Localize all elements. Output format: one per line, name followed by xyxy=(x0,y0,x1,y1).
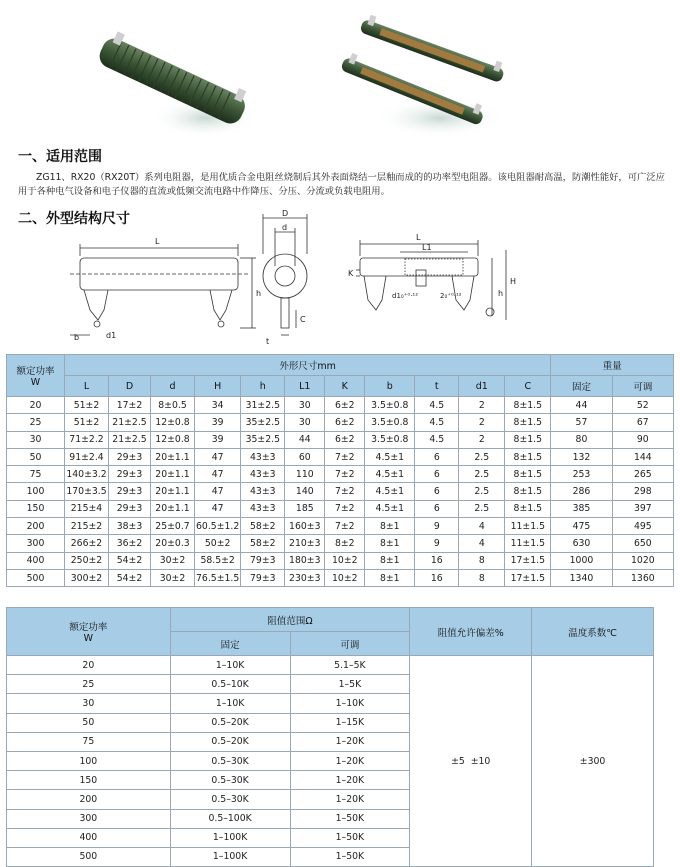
table-cell: 0.5–20K xyxy=(170,732,290,751)
table-cell: 298 xyxy=(612,483,673,500)
table-cell: 400 xyxy=(7,828,171,847)
table-row xyxy=(7,535,674,552)
section-heading-dimensions: 二、外型结构尺寸 xyxy=(18,211,130,227)
header-res-rated-power-label: 额定功率 xyxy=(69,622,108,633)
table-cell: 21±2.5 xyxy=(109,431,151,448)
table-cell: 6±2 xyxy=(325,397,365,414)
table-cell: 10±2 xyxy=(325,569,365,586)
table-cell: 39 xyxy=(195,414,241,431)
table-cell: 132 xyxy=(551,448,612,465)
table-cell: 100 xyxy=(7,751,171,770)
table-cell: 58±2 xyxy=(241,535,285,552)
table-cell: 50 xyxy=(7,713,171,732)
table-cell: 180±3 xyxy=(285,552,325,569)
table-cell: 0.5–10K xyxy=(170,675,290,694)
table-cell: 54±2 xyxy=(109,552,151,569)
table-cell: 250±2 xyxy=(65,552,109,569)
table-cell: 0.5–20K xyxy=(170,713,290,732)
table-cell: 20±0.3 xyxy=(151,535,195,552)
table-cell: 16 xyxy=(415,552,459,569)
table-cell: 75 xyxy=(7,732,171,751)
table-row xyxy=(7,569,674,586)
table-cell: 8±1 xyxy=(365,569,415,586)
table-cell: 8±1.5 xyxy=(505,414,551,431)
table-cell: 10±2 xyxy=(325,552,365,569)
table-cell: 29±3 xyxy=(109,483,151,500)
table-cell: 650 xyxy=(612,535,673,552)
table-cell: 5.1–5K xyxy=(290,656,410,675)
table-cell: 12±0.8 xyxy=(151,431,195,448)
label-L-side: L xyxy=(155,237,160,246)
table-cell: 39 xyxy=(195,431,241,448)
table-cell: 266±2 xyxy=(65,535,109,552)
dim-column-header: b xyxy=(365,376,415,397)
table-cell: 30 xyxy=(7,694,171,713)
table-cell: 2 xyxy=(459,414,505,431)
table-cell: 80 xyxy=(551,431,612,448)
table-cell: 1–50K xyxy=(290,847,410,866)
table-cell: 110 xyxy=(285,466,325,483)
table-cell: 385 xyxy=(551,500,612,517)
table-cell: 475 xyxy=(551,518,612,535)
table-cell: 90 xyxy=(612,431,673,448)
table-cell: 4 xyxy=(459,518,505,535)
table-cell: 12±0.8 xyxy=(151,414,195,431)
application-text: ZG11、RX20（RX20T）系列电阻器，是用优质合金电阻丝烧制后其外表面烧结一层釉而成的的功率型电阻器。该电阻器耐高温，防潮性能好，可广泛应用于各种电气设备和电子仪器的直流或低频交流电路中作降压、分压、分流或负载电阻用。 xyxy=(18,172,665,197)
table-cell: 200 xyxy=(7,518,65,535)
table-cell: 4.5 xyxy=(415,414,459,431)
label-d-end: d xyxy=(282,223,288,232)
resistance-table-body xyxy=(7,656,654,867)
table-cell: 6±2 xyxy=(325,414,365,431)
resistor-photo-adjustable xyxy=(340,13,507,138)
table-cell: 20±1.1 xyxy=(151,483,195,500)
header-dimensions: 外形尺寸mm xyxy=(65,355,551,376)
table-cell: 76.5±1.5 xyxy=(195,569,241,586)
table-cell: 8±1.5 xyxy=(505,397,551,414)
table-cell: 25 xyxy=(7,675,171,694)
application-description xyxy=(18,171,668,199)
temp-coefficient-value: ±300 xyxy=(532,656,654,867)
table-cell: 100 xyxy=(7,483,65,500)
label-t-end: t xyxy=(266,337,270,346)
table-cell: 1–20K xyxy=(290,771,410,790)
table-cell: 8±1 xyxy=(365,535,415,552)
table-cell: 630 xyxy=(551,535,612,552)
table-cell: 43±3 xyxy=(241,500,285,517)
table-cell: 29±3 xyxy=(109,448,151,465)
table-cell: 6±2 xyxy=(325,431,365,448)
table-cell: 7±2 xyxy=(325,466,365,483)
table-cell: 51±2 xyxy=(65,397,109,414)
table-cell: 300 xyxy=(7,535,65,552)
table-cell: 0.5–100K xyxy=(170,809,290,828)
weight-column-header: 固定 xyxy=(551,376,612,397)
table-cell: 1–15K xyxy=(290,713,410,732)
table-cell: 8±1.5 xyxy=(505,466,551,483)
resistor-photo-fixed xyxy=(96,28,260,138)
table-cell: 50±2 xyxy=(195,535,241,552)
table-cell: 495 xyxy=(612,518,673,535)
table-cell: 0.5–30K xyxy=(170,790,290,809)
table-cell: 7±2 xyxy=(325,518,365,535)
table-cell: 17±2 xyxy=(109,397,151,414)
header-rated-power xyxy=(7,355,65,397)
table-cell: 9 xyxy=(415,535,459,552)
table-cell: 1–50K xyxy=(290,809,410,828)
table-cell: 34 xyxy=(195,397,241,414)
table-cell: 6 xyxy=(415,466,459,483)
label-d1-tolerance: d1₀⁺⁰·¹² xyxy=(392,292,419,300)
table-cell: 21±2.5 xyxy=(109,414,151,431)
table-cell: 4.5 xyxy=(415,431,459,448)
table-cell: 2 xyxy=(459,431,505,448)
header-range-adjustable: 可调 xyxy=(290,632,410,656)
table-cell: 170±3.5 xyxy=(65,483,109,500)
table-cell: 44 xyxy=(551,397,612,414)
table-cell: 47 xyxy=(195,466,241,483)
table-cell: 8±2 xyxy=(325,535,365,552)
table-cell: 4 xyxy=(459,535,505,552)
table-cell: 1020 xyxy=(612,552,673,569)
header-range-fixed: 固定 xyxy=(170,632,290,656)
table-row xyxy=(7,431,674,448)
table-cell: 20±1.1 xyxy=(151,448,195,465)
table-cell: 7±2 xyxy=(325,483,365,500)
side-view-drawing xyxy=(70,244,256,335)
table-cell: 8±1.5 xyxy=(505,448,551,465)
table-cell: 2.5 xyxy=(459,448,505,465)
table-cell: 1–5K xyxy=(290,675,410,694)
table-cell: 75 xyxy=(7,466,65,483)
table-cell: 31±2.5 xyxy=(241,397,285,414)
table-row xyxy=(7,466,674,483)
table-cell: 215±2 xyxy=(65,518,109,535)
table-cell: 8±1.5 xyxy=(505,431,551,448)
table-cell: 1–10K xyxy=(170,656,290,675)
table-cell: 265 xyxy=(612,466,673,483)
table-cell: 17±1.5 xyxy=(505,552,551,569)
table-cell: 43±3 xyxy=(241,483,285,500)
table-cell: 397 xyxy=(612,500,673,517)
table-cell: 60.5±1.2 xyxy=(195,518,241,535)
table-cell: 0.5–30K xyxy=(170,751,290,770)
section-heading-application: 一、适用范围 xyxy=(18,149,102,165)
table-cell: 58.5±2 xyxy=(195,552,241,569)
table-cell: 185 xyxy=(285,500,325,517)
table-cell: 38±3 xyxy=(109,518,151,535)
table-cell: 215±4 xyxy=(65,500,109,517)
dim-column-header: d xyxy=(151,376,195,397)
label-C-end: C xyxy=(300,315,306,324)
table-cell: 1–100K xyxy=(170,828,290,847)
table-cell: 1–20K xyxy=(290,732,410,751)
dim-column-header: L1 xyxy=(285,376,325,397)
table-cell: 30 xyxy=(7,431,65,448)
table-cell: 8±1 xyxy=(365,552,415,569)
table-cell: 79±3 xyxy=(241,569,285,586)
table-cell: 8±0.5 xyxy=(151,397,195,414)
table-cell: 8±1 xyxy=(365,518,415,535)
table-cell: 2 xyxy=(459,397,505,414)
table-cell: 1–10K xyxy=(170,694,290,713)
table-cell: 3.5±0.8 xyxy=(365,414,415,431)
table-cell: 7±2 xyxy=(325,448,365,465)
label-b-tolerance: 2₀⁺⁰·¹² xyxy=(440,292,462,300)
label-h-side: h xyxy=(256,289,262,298)
product-photos xyxy=(0,0,680,140)
table-cell: 160±3 xyxy=(285,518,325,535)
dim-column-header: K xyxy=(325,376,365,397)
table-cell: 150 xyxy=(7,500,65,517)
table-cell: 52 xyxy=(612,397,673,414)
table-cell: 286 xyxy=(551,483,612,500)
table-cell: 16 xyxy=(415,569,459,586)
table-cell: 47 xyxy=(195,500,241,517)
tolerance-value: ±5 ±10 xyxy=(410,656,532,867)
table-cell: 30 xyxy=(285,414,325,431)
table-cell: 4.5±1 xyxy=(365,448,415,465)
table-cell: 71±2.2 xyxy=(65,431,109,448)
label-d1-side: d1 xyxy=(106,331,117,340)
table-cell: 8 xyxy=(459,569,505,586)
table-cell: 30±2 xyxy=(151,552,195,569)
table-cell: 54±2 xyxy=(109,569,151,586)
dimension-table-body xyxy=(7,397,674,587)
table-cell: 20±1.1 xyxy=(151,500,195,517)
adjustable-view-drawing xyxy=(356,240,506,320)
table-cell: 4.5±1 xyxy=(365,483,415,500)
table-cell: 67 xyxy=(612,414,673,431)
table-cell: 4.5±1 xyxy=(365,500,415,517)
table-row xyxy=(7,448,674,465)
table-row xyxy=(7,518,674,535)
table-cell: 11±1.5 xyxy=(505,535,551,552)
table-cell: 6 xyxy=(415,448,459,465)
label-L1-adjustable: L1 xyxy=(422,243,432,252)
table-cell: 1340 xyxy=(551,569,612,586)
dimension-drawings xyxy=(60,210,620,352)
label-H-adjustable: H xyxy=(510,277,517,286)
table-cell: 1–100K xyxy=(170,847,290,866)
table-cell: 300±2 xyxy=(65,569,109,586)
table-row xyxy=(7,500,674,517)
label-D-end: D xyxy=(282,210,289,218)
label-b-side: b xyxy=(74,333,80,342)
header-res-rated-power-unit: W xyxy=(83,633,94,644)
table-cell: 210±3 xyxy=(285,535,325,552)
table-cell: 79±3 xyxy=(241,552,285,569)
table-cell: 4.5±1 xyxy=(365,466,415,483)
table-cell: 253 xyxy=(551,466,612,483)
header-weight: 重量 xyxy=(551,355,674,376)
dim-column-header: C xyxy=(505,376,551,397)
table-cell: 8 xyxy=(459,552,505,569)
header-rated-power-unit: W xyxy=(30,377,41,388)
table-cell: 57 xyxy=(551,414,612,431)
table-cell: 6 xyxy=(415,483,459,500)
table-row xyxy=(7,414,674,431)
table-cell: 17±1.5 xyxy=(505,569,551,586)
table-cell: 47 xyxy=(195,483,241,500)
table-cell: 44 xyxy=(285,431,325,448)
table-row xyxy=(7,656,654,675)
table-cell: 1000 xyxy=(551,552,612,569)
table-cell: 20 xyxy=(7,397,65,414)
table-cell: 91±2.4 xyxy=(65,448,109,465)
header-temp-coefficient: 温度系数℃ xyxy=(532,608,654,656)
table-cell: 1–50K xyxy=(290,828,410,847)
table-cell: 25 xyxy=(7,414,65,431)
table-cell: 500 xyxy=(7,847,171,866)
table-cell: 200 xyxy=(7,790,171,809)
table-cell: 1–20K xyxy=(290,751,410,770)
table-cell: 20±1.1 xyxy=(151,466,195,483)
table-cell: 35±2.5 xyxy=(241,431,285,448)
weight-column-header: 可调 xyxy=(612,376,673,397)
table-cell: 43±3 xyxy=(241,448,285,465)
header-resistance-range: 阻值范围Ω xyxy=(170,608,410,632)
table-cell: 300 xyxy=(7,809,171,828)
table-row xyxy=(7,552,674,569)
header-rated-power-label: 额定功率 xyxy=(16,366,55,377)
table-cell: 47 xyxy=(195,448,241,465)
dim-column-header: h xyxy=(241,376,285,397)
table-cell: 500 xyxy=(7,569,65,586)
dim-column-header: d1 xyxy=(459,376,505,397)
header-tolerance: 阻值允许偏差% xyxy=(410,608,532,656)
table-cell: 11±1.5 xyxy=(505,518,551,535)
dim-column-header: L xyxy=(65,376,109,397)
table-cell: 36±2 xyxy=(109,535,151,552)
table-cell: 8±1.5 xyxy=(505,500,551,517)
header-res-rated-power xyxy=(7,608,171,656)
table-cell: 1360 xyxy=(612,569,673,586)
table-cell: 2.5 xyxy=(459,483,505,500)
resistance-table xyxy=(6,607,654,867)
table-cell: 30±2 xyxy=(151,569,195,586)
table-row xyxy=(7,483,674,500)
table-cell: 29±3 xyxy=(109,466,151,483)
table-cell: 4.5 xyxy=(415,397,459,414)
table-cell: 9 xyxy=(415,518,459,535)
table-cell: 30 xyxy=(285,397,325,414)
table-cell: 0.5–30K xyxy=(170,771,290,790)
table-cell: 51±2 xyxy=(65,414,109,431)
table-cell: 1–10K xyxy=(290,694,410,713)
table-cell: 140±3.2 xyxy=(65,466,109,483)
table-cell: 2.5 xyxy=(459,500,505,517)
table-cell: 6 xyxy=(415,500,459,517)
table-cell: 230±3 xyxy=(285,569,325,586)
label-K-adjustable: K xyxy=(348,269,354,278)
table-cell: 7±2 xyxy=(325,500,365,517)
table-cell: 2.5 xyxy=(459,466,505,483)
table-cell: 1–20K xyxy=(290,790,410,809)
table-cell: 29±3 xyxy=(109,500,151,517)
table-cell: 140 xyxy=(285,483,325,500)
table-row xyxy=(7,397,674,414)
dimension-subheader-row xyxy=(7,376,674,397)
table-cell: 144 xyxy=(612,448,673,465)
table-cell: 3.5±0.8 xyxy=(365,397,415,414)
table-cell: 35±2.5 xyxy=(241,414,285,431)
dim-column-header: D xyxy=(109,376,151,397)
table-cell: 43±3 xyxy=(241,466,285,483)
table-cell: 50 xyxy=(7,448,65,465)
dimension-table xyxy=(6,354,674,587)
label-h-adjustable: h xyxy=(498,289,504,298)
label-L-adjustable: L xyxy=(416,233,421,242)
table-cell: 3.5±0.8 xyxy=(365,431,415,448)
table-cell: 20 xyxy=(7,656,171,675)
table-cell: 60 xyxy=(285,448,325,465)
table-cell: 150 xyxy=(7,771,171,790)
dim-column-header: H xyxy=(195,376,241,397)
dim-column-header: t xyxy=(415,376,459,397)
table-cell: 25±0.7 xyxy=(151,518,195,535)
table-cell: 400 xyxy=(7,552,65,569)
table-cell: 8±1.5 xyxy=(505,483,551,500)
table-cell: 58±2 xyxy=(241,518,285,535)
